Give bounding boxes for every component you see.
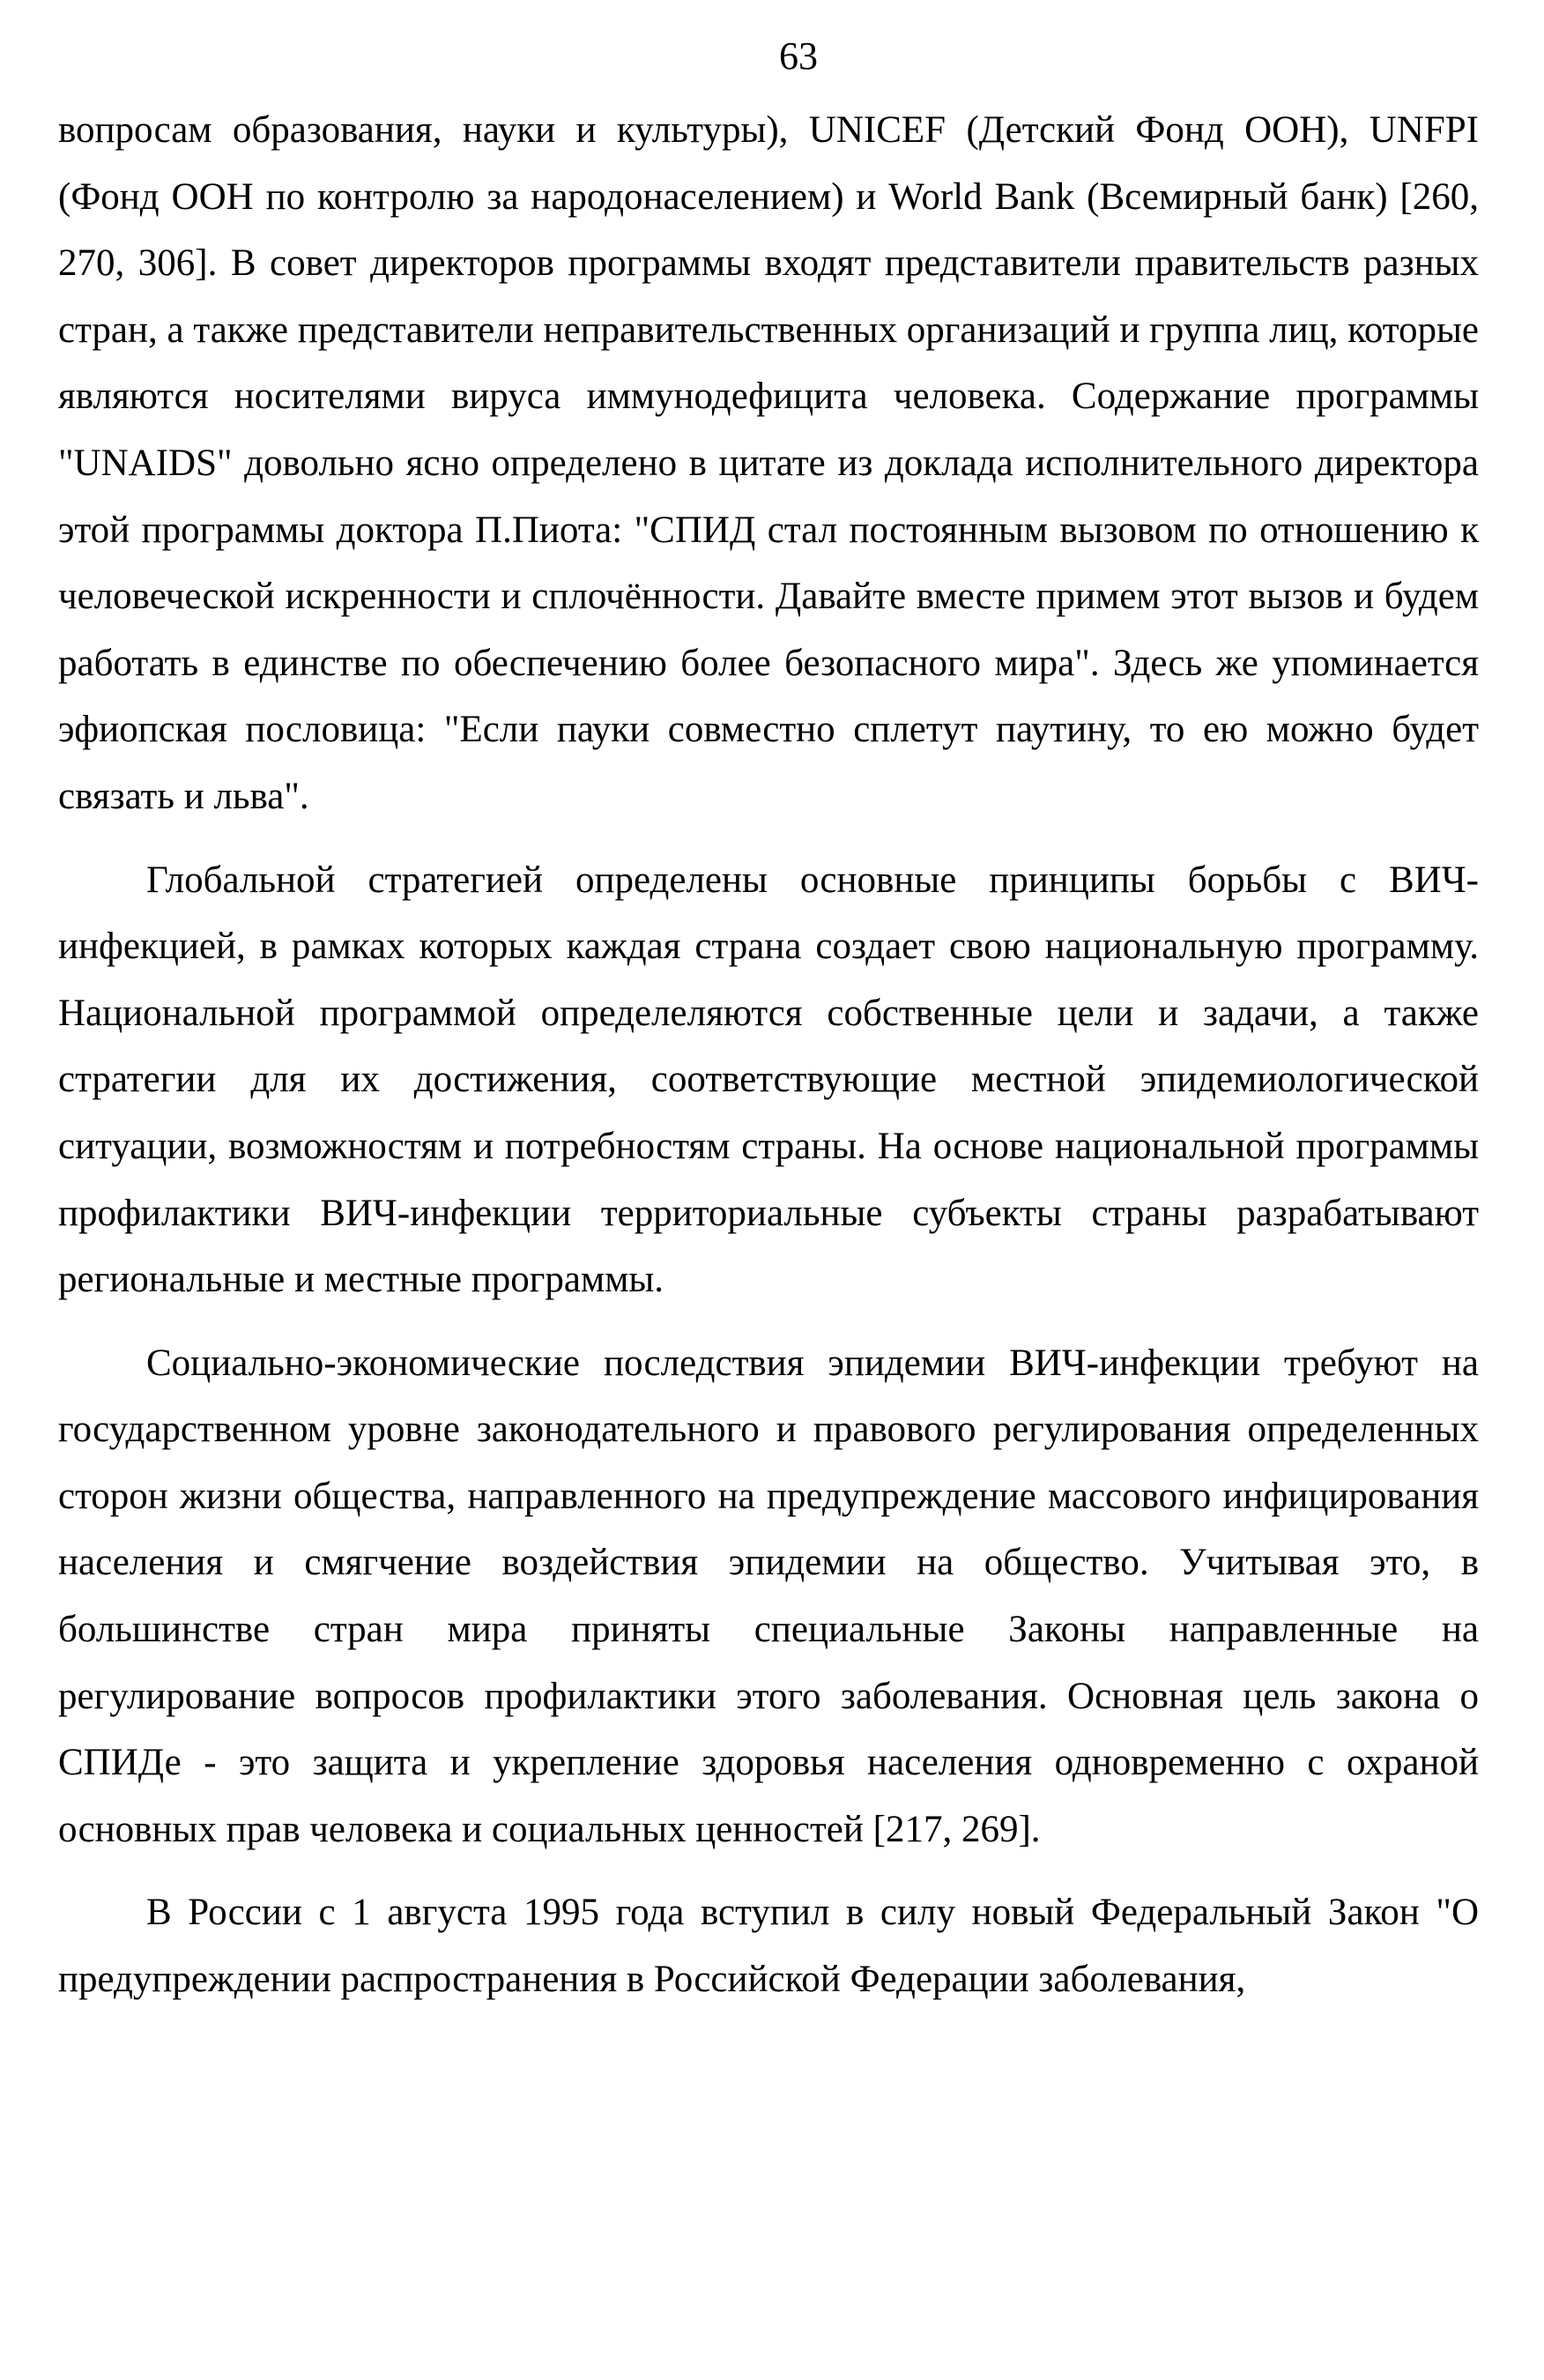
paragraph-continuation-unaids: вопросам образования, науки и культуры), UNICEF (Детский Фонд ООН), UNFPI (Фонд ООН по контролю за народонаселением) и World Bank (Всемирный банк) [260, 270, 306]. В совет директоров программы входят представители правительств разных стран, а также представители неправительственных организаций и группа лиц, которые являются носителями вируса иммунодефицита человека. Содержание программы "UNAIDS" довольно ясно определено в цитате из доклада исполнительного директора этой программы доктора П.Пиота: "СПИД стал постоянным вызовом по отношению к человеческой искренности и сплочённости. Давайте вместе примем этот вызов и будем работать в единстве по обеспечению более безопасного мира". Здесь же упоминается эфиопская пословица: "Если пауки совместно сплетут паутину, то ею можно будет связать и льва". bbox=[58, 109, 1479, 817]
paragraph-russia-law: В России с 1 августа 1995 года вступил в силу новый Федеральный Закон "О предупреждении распространения в Российской Федерации заболевания, bbox=[58, 1892, 1479, 2001]
paragraph-socio-economic: Социально-экономические последствия эпидемии ВИЧ-инфекции требуют на государственном уровне законодательного и правового регулирования определенных сторон жизни общества, направленного на предупреждение массового инфицирования населения и смягчение воздействия эпидемии на общество. Учитывая это, в большинстве стран мира приняты специальные Законы направленные на регулирование вопросов профилактики этого заболевания. Основная цель закона о СПИДе - это защита и укрепление здоровья населения одновременно с охраной основных прав человека и социальных ценностей [217, 269]. bbox=[58, 1342, 1479, 1850]
paragraph-global-strategy: Глобальной стратегией определены основные принципы борьбы с ВИЧ-инфекцией, в рамках которых каждая страна создает свою национальную программу. Национальной программой определеляются собственные цели и задачи, а также стратегии для их достижения, соответствующие местной эпидемиологической ситуации, возможностям и потребностям страны. На основе национальной программы профилактики ВИЧ-инфекции территориальные субъекты страны разрабатывают региональные и местные программы. bbox=[58, 859, 1479, 1301]
document-body bbox=[58, 97, 1479, 2030]
page-number: 63 bbox=[779, 34, 818, 78]
